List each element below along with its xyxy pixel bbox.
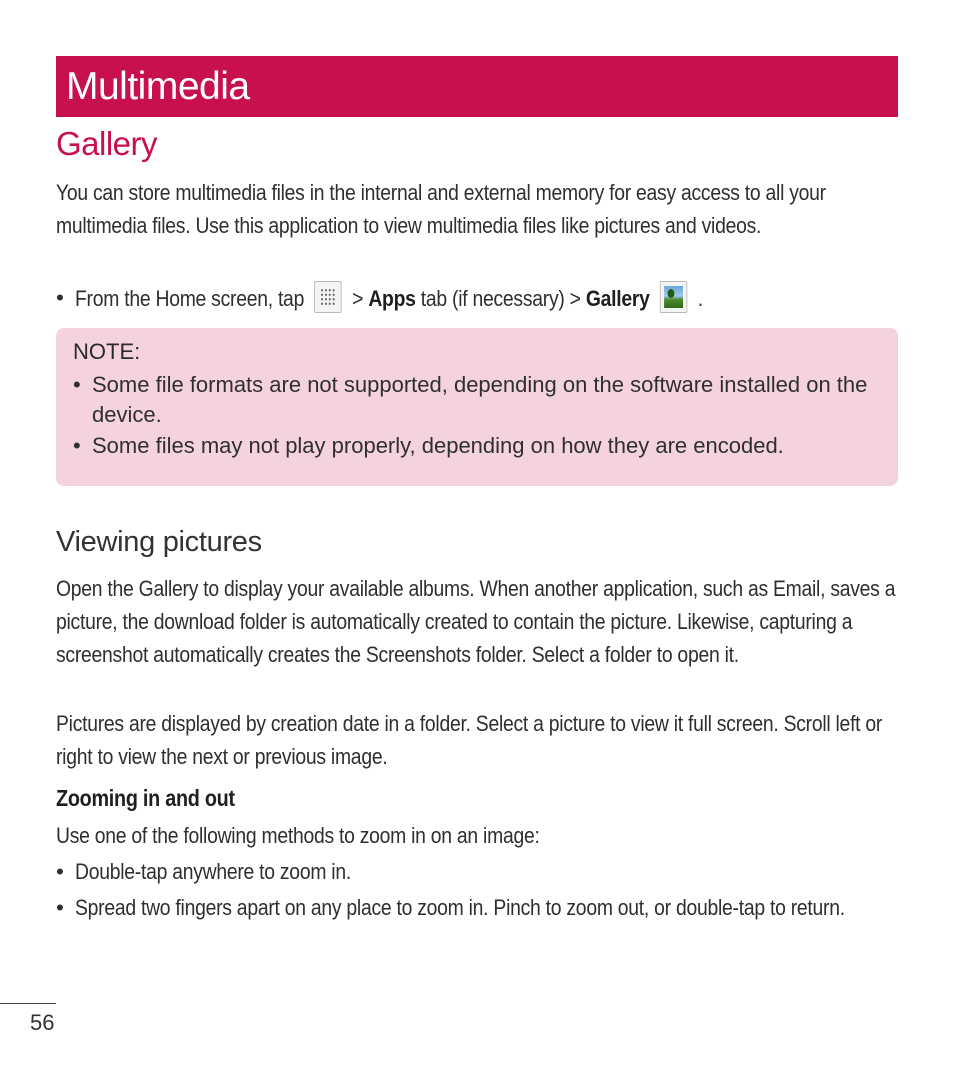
zoom-item-text: Spread two fingers apart on any place to zoom in. Pinch to zoom out, or double-tap to return. — [75, 895, 845, 920]
step-sep: > — [352, 286, 364, 311]
note-item-text: Some files may not play properly, depending on how they are encoded. — [92, 433, 784, 458]
note-box: NOTE: • Some file formats are not supported, depending on the software installed on the device. • Some files may not play properly, depending on how they are encoded. — [56, 328, 898, 486]
step-text-mid: tab (if necessary) > — [420, 286, 581, 311]
footer-rule — [0, 1003, 56, 1004]
gallery-heading: Gallery — [56, 125, 158, 162]
step-text-pre: From the Home screen, tap — [75, 286, 305, 311]
apps-label: Apps — [368, 286, 416, 311]
page-number: 56 — [30, 1010, 55, 1035]
zooming-heading: Zooming in and out — [56, 785, 235, 811]
zooming-intro: Use one of the following methods to zoom in on an image: — [56, 823, 540, 848]
section-banner — [56, 56, 898, 117]
gallery-intro: You can store multimedia files in the internal and external memory for easy access to all your multimedia files. Use this application to view multimedia files like pictures and videos. — [56, 180, 826, 238]
bullet: • — [56, 285, 64, 310]
viewing-heading: Viewing pictures — [56, 526, 262, 558]
gallery-label: Gallery — [585, 286, 650, 311]
viewing-para-1: Open the Gallery to display your available albums. When another application, such as Email, saves a picture, the download folder is automatically created to contain the picture. Likewise, capturing a screenshot automatically creates the Screenshots folder. Select a folder to open it. — [56, 576, 896, 667]
note-item-text: Some file formats are not supported, depending on the software installed on the device. — [92, 372, 868, 427]
gallery-app-icon — [660, 281, 688, 313]
apps-grid-icon — [314, 281, 342, 313]
zoom-item-text: Double-tap anywhere to zoom in. — [75, 859, 351, 884]
section-title: Multimedia — [66, 65, 250, 108]
viewing-para-2: Pictures are displayed by creation date in a folder. Select a picture to view it full screen. Scroll left or right to view the next or previous image. — [56, 711, 883, 769]
note-title: NOTE: — [73, 339, 141, 364]
step-text-end: . — [697, 286, 703, 311]
